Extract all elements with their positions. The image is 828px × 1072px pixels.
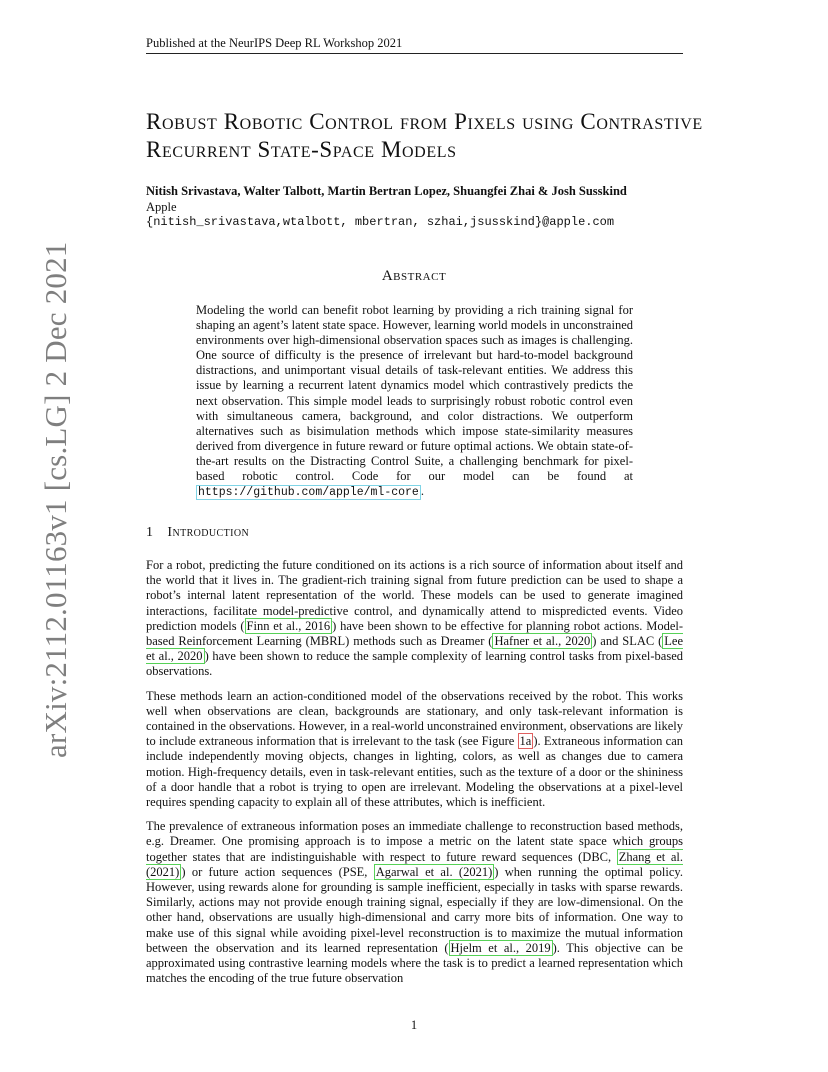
paragraph-3: [146, 819, 683, 986]
p2-text-b: ). Extraneous information can include independently moving objects, changes in lighting, colors, as well as changes due to camera motion. High-frequency details, even in task-relevant entities, such as the texture of a door or the shininess of a door handle that a robot is trying to open are irrelevant. Modeling the observations at a pixel-level requires spending capacity to explain all of these attributes, which is inefficient.: [146, 734, 683, 810]
p1-text-c: ) and SLAC (: [592, 634, 663, 649]
section-heading: [146, 525, 249, 541]
citation-lee[interactable]: Lee et al., 2020: [146, 634, 683, 664]
abstract-heading: Abstract: [381, 268, 447, 284]
affiliation: Apple: [146, 200, 177, 214]
p3-text-b: ) or future action sequences (PSE,: [181, 864, 374, 879]
section-number: 1: [146, 525, 154, 540]
p1-text-b: ) have been shown to be effective for planning robot actions. Model-based Reinforcement Learning (MBRL) methods such as Dreamer (: [146, 618, 683, 649]
paper-title: Robust Robotic Control from Pixels using Contrastive Recurrent State-Space Models: [146, 109, 703, 162]
abstract-text: Modeling the world can benefit robot learning by providing a rich training signal for shaping an agent’s latent state space. However, learning world models in unconstrained environments over high-dimensional observation spaces such as images is challenging. One source of difficulty is the presence of irrelevant but hard-to-model background distractions, and unimportant visual details of task-relevant entities. We address this issue by learning a recurrent latent dynamics model which contrastively predicts the next observation. This simple model leads to surprisingly robust robotic control even with simultaneous camera, background, and color distractions. We outperform alternatives such as bisimulation methods which impose state-similarity measures derived from divergence in future reward or future optimal actions. We obtain state-of-the-art results on the Distracting Control Suite, a challenging benchmark for pixel-based robotic control. Code for our model can be found at: [196, 303, 633, 484]
code-link[interactable]: https://github.com/apple/ml-core: [198, 486, 419, 500]
p3-text-d: ). This objective can be approximated using contrastive learning models where the task is to predict a learned representation which matches the encoding of the true future observation: [146, 940, 683, 986]
abstract-end: .: [420, 484, 424, 499]
paragraph-2: [146, 689, 683, 811]
p2-text-a: These methods learn an action-conditioned model of the observations received by the robot. This works well when observations are clean, backgrounds are stationary, and only task-relevant information is contained in the observations. However, in a real-world unconstrained environment, observations are likely to include extraneous information that is irrelevant to the task (see Figure: [146, 688, 683, 749]
page-number: 1: [410, 1018, 418, 1032]
introduction-body: [146, 558, 683, 995]
p3-text-a: The prevalence of extraneous information poses an immediate challenge to reconstruction based methods, e.g. Dreamer. One promising approach is to impose a metric on the latent state space which groups together states that are indistinguishable with respect to future reward sequences (DBC,: [146, 819, 683, 864]
figure-ref-1a[interactable]: 1a: [519, 734, 532, 749]
author-emails: {nitish_srivastava,wtalbott, mbertran, szhai,jsusskind}@apple.com: [146, 215, 615, 229]
paragraph-1: [146, 558, 683, 680]
p3-text-c: ) when running the optimal policy. However, using rewards alone for grounding is sample inefficient, especially in tasks with sparse rewards. Similarly, actions may not provide enough training signal, especially if they are low-dimensional. On the other hand, observations are usually high-dimensional and carry more bits of information. One way to make use of this signal while avoiding pixel-level reconstruction is to maximize the mutual information between the observation and its learned representation (: [146, 864, 683, 955]
citation-agarwal[interactable]: Agarwal et al. (2021): [375, 864, 493, 879]
abstract-body: [196, 303, 633, 500]
citation-hjelm[interactable]: Hjelm et al., 2019: [450, 940, 551, 955]
header-rule: [146, 53, 683, 54]
author-list: Nitish Srivastava, Walter Talbott, Martin Bertran Lopez, Shuangfei Zhai & Josh Susskind: [146, 184, 627, 198]
section-title: Introduction: [167, 525, 250, 540]
running-header: Published at the NeurIPS Deep RL Workshop 2021: [146, 36, 403, 50]
p1-text-a: For a robot, predicting the future conditioned on its actions is a rich source of information about itself and the world that it lives in. The gradient-rich training signal from future prediction can be used to shape a robot’s internal latent representation of the world. These models can be used to generate imagined interactions, facilitate model-predictive control, and dynamically attend to mispredicted events. Video prediction models (: [146, 558, 683, 633]
citation-hafner[interactable]: Hafner et al., 2020: [494, 634, 591, 649]
citation-zhang[interactable]: Zhang et al. (2021): [146, 849, 683, 879]
arxiv-stamp: arXiv:2112.01163v1 [cs.LG] 2 Dec 2021: [38, 241, 73, 758]
p1-text-d: ) have been shown to reduce the sample complexity of learning control tasks from pixel-based observations.: [146, 649, 683, 679]
citation-finn[interactable]: Finn et al., 2016: [246, 618, 331, 633]
